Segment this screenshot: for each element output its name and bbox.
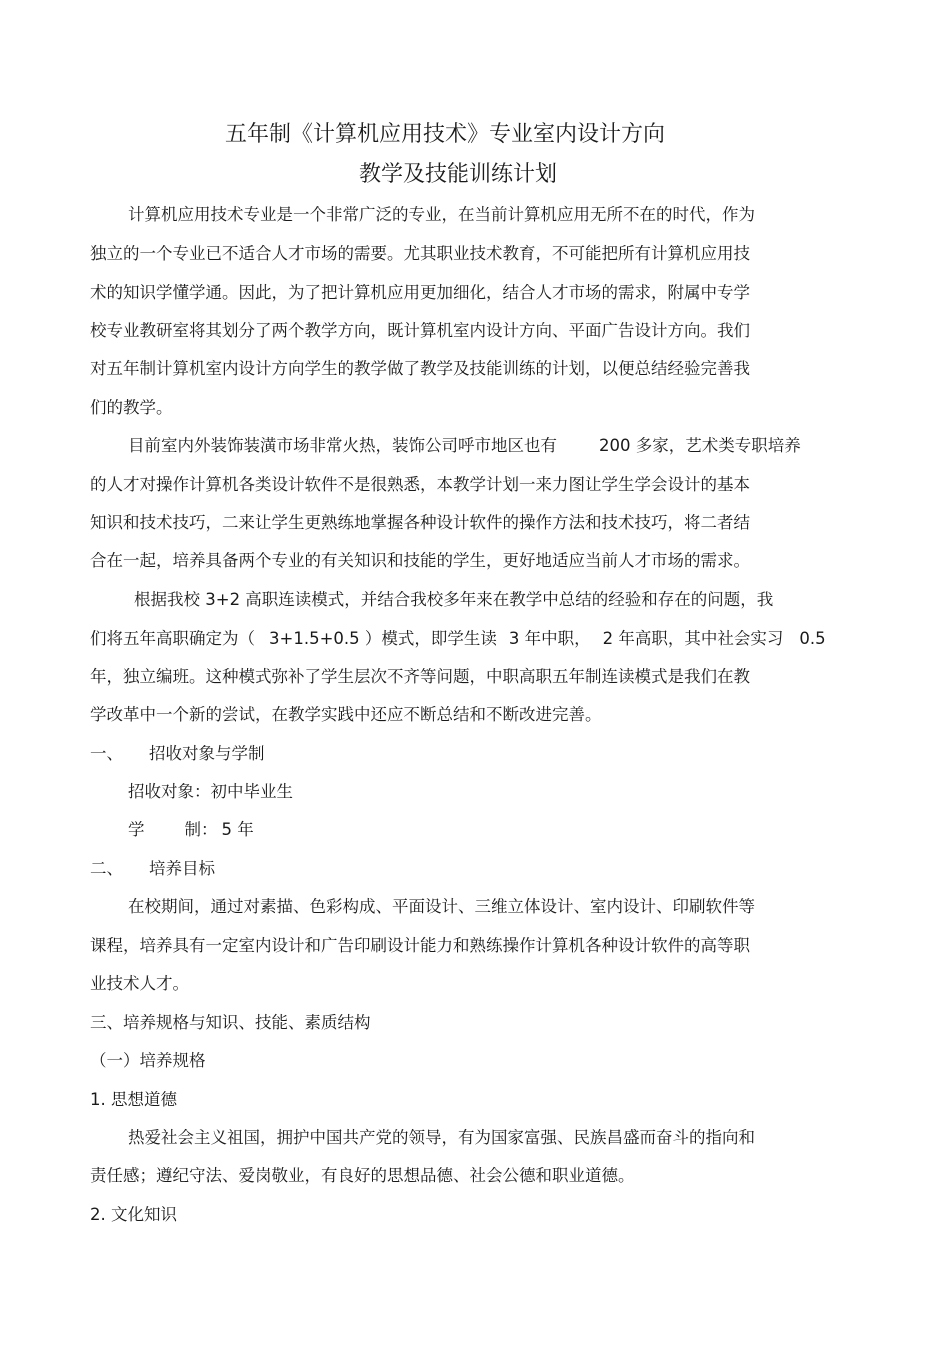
paragraph-text: 们将五年高职确定为（ bbox=[90, 629, 255, 648]
section-title: 培养目标 bbox=[149, 859, 215, 878]
section-title: 招收对象与学制 bbox=[149, 744, 265, 763]
subsection-heading: （一）培养规格 bbox=[90, 1051, 206, 1070]
section-heading: 三、培养规格与知识、技能、素质结构 bbox=[90, 1013, 371, 1032]
duration-value: 5 年 bbox=[221, 820, 254, 839]
paragraph-line: 业技术人才。 bbox=[90, 974, 189, 993]
paragraph-line: 在校期间，通过对素描、色彩构成、平面设计、三维立体设计、室内设计、印刷软件等 bbox=[128, 897, 755, 916]
paragraph-line: 年，独立编班。这种模式弥补了学生层次不齐等问题，中职高职五年制连读模式是我们在教 bbox=[90, 667, 750, 686]
duration-label: 制： bbox=[184, 820, 218, 839]
paragraph-line: 课程，培养具有一定室内设计和广告印刷设计能力和熟练操作计算机各种设计软件的高等职 bbox=[90, 936, 750, 955]
program-duration bbox=[128, 818, 254, 842]
paragraph-line: 术的知识学懂学通。因此，为了把计算机应用更加细化，结合人才市场的需求，附属中专学 bbox=[90, 283, 750, 302]
section-heading bbox=[90, 742, 265, 766]
duration-label: 学 bbox=[128, 820, 145, 839]
item-heading: 1. 思想道德 bbox=[90, 1090, 177, 1109]
section-heading bbox=[90, 857, 215, 881]
paragraph-text: 200 多家，艺术类专职培养 bbox=[599, 436, 801, 455]
paragraph-line: 合在一起，培养具备两个专业的有关知识和技能的学生，更好地适应当前人才市场的需求。 bbox=[90, 551, 750, 570]
section-number: 二、 bbox=[90, 859, 123, 878]
paragraph-line: 知识和技术技巧，二来让学生更熟练地掌握各种设计软件的操作方法和技术技巧，将二者结 bbox=[90, 513, 750, 532]
paragraph-line: 学改革中一个新的尝试，在教学实践中还应不断总结和不断改进完善。 bbox=[90, 705, 602, 724]
paragraph-line: 的人才对操作计算机各类设计软件不是很熟悉，本教学计划一来力图让学生学会设计的基本 bbox=[90, 475, 750, 494]
paragraph-line: 计算机应用技术专业是一个非常广泛的专业，在当前计算机应用无所不在的时代，作为 bbox=[128, 205, 755, 224]
paragraph-line: 热爱社会主义祖国，拥护中国共产党的领导，有为国家富强、民族昌盛而奋斗的指向和 bbox=[128, 1128, 755, 1147]
paragraph-text: 3 年中职， bbox=[508, 629, 591, 648]
paragraph-text: 目前室内外装饰装潢市场非常火热，装饰公司呼市地区也有 bbox=[128, 436, 557, 455]
document-title-line1: 五年制《计算机应用技术》专业室内设计方向 bbox=[224, 122, 665, 147]
paragraph-line: 独立的一个专业已不适合人才市场的需要。尤其职业技术教育，不可能把所有计算机应用技 bbox=[90, 244, 750, 263]
paragraph-line: 校专业教研室将其划分了两个教学方向，既计算机室内设计方向、平面广告设计方向。我们 bbox=[90, 321, 750, 340]
document-title-line2: 教学及技能训练计划 bbox=[358, 162, 557, 187]
item-heading: 2. 文化知识 bbox=[90, 1205, 177, 1224]
enrollment-target: 招收对象：初中毕业生 bbox=[128, 782, 293, 801]
paragraph-line: 对五年制计算机室内设计方向学生的教学做了教学及技能训练的计划，以便总结经验完善我 bbox=[90, 359, 750, 378]
section-number: 一、 bbox=[90, 744, 123, 763]
paragraph-line: 们的教学。 bbox=[90, 398, 173, 417]
paragraph-line bbox=[90, 627, 826, 651]
paragraph-line: 根据我校 3+2 高职连读模式，并结合我校多年来在教学中总结的经验和存在的问题，我 bbox=[134, 590, 774, 609]
paragraph-text: 2 年高职，其中社会实习 bbox=[602, 629, 784, 648]
paragraph-line: 责任感；遵纪守法、爱岗敬业，有良好的思想品德、社会公德和职业道德。 bbox=[90, 1166, 635, 1185]
paragraph-text: 3+1.5+0.5 ）模式，即学生读 bbox=[269, 629, 497, 648]
paragraph-line bbox=[128, 434, 801, 458]
paragraph-text: 0.5 bbox=[799, 629, 826, 648]
